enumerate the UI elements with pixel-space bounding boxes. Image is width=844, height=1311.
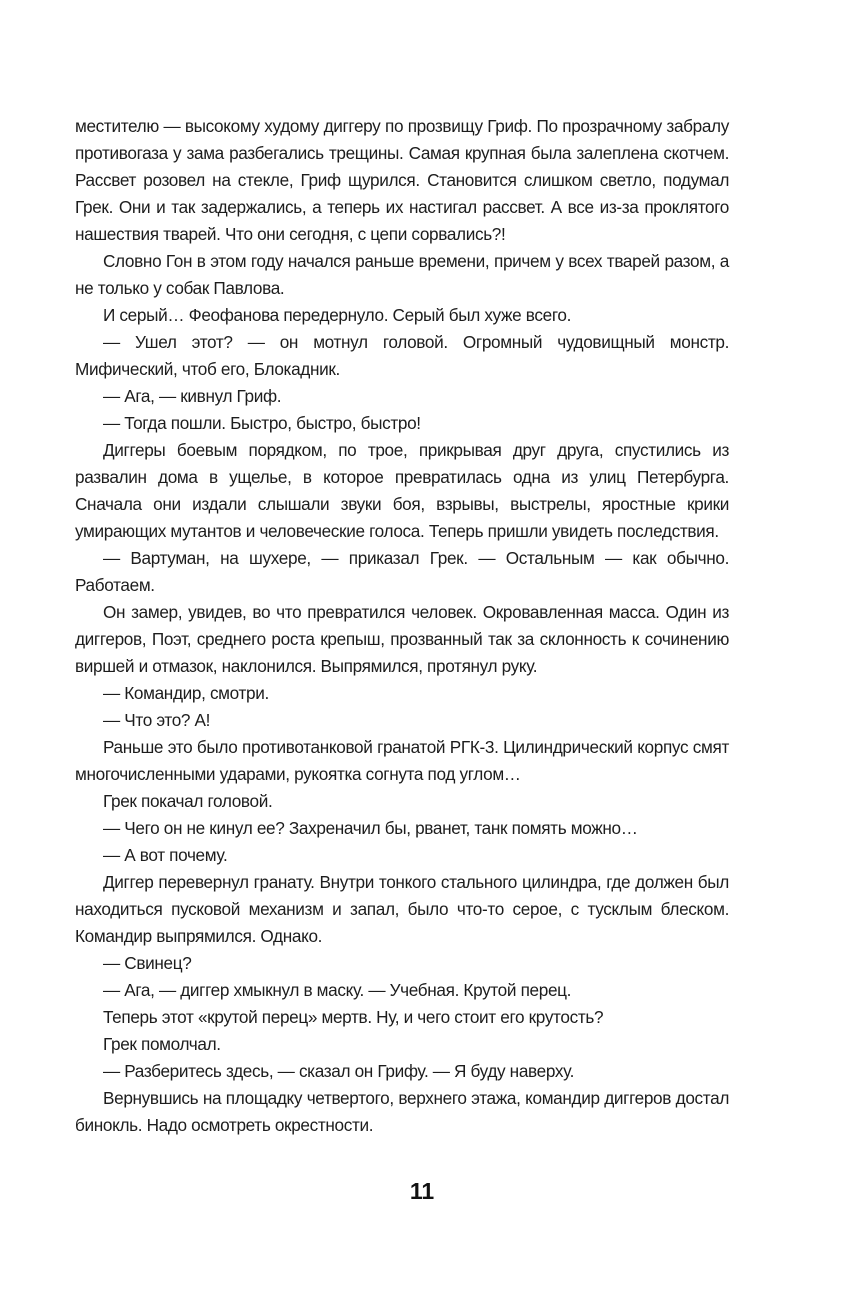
body-text: [75, 113, 729, 1139]
paragraph-4: — Ушел этот? — он мотнул головой. Огромный чудовищный монстр. Мифический, чтоб его, Блокадник.: [75, 332, 729, 379]
paragraph-21: — Разберитесь здесь, — сказал он Грифу. — Я буду наверху.: [103, 1061, 575, 1081]
paragraph-2: Словно Гон в этом году начался раньше времени, причем у всех тварей разом, а не только у собак Павлова.: [75, 251, 729, 298]
paragraph-9: Он замер, увидев, во что превратился человек. Окровавленная масса. Один из диггеров, Поэт, среднего роста крепыш, прозванный так за склонность к сочинению виршей и отмазок, наклонился. Выпрямился, протянул руку.: [75, 602, 729, 676]
paragraph-12: Раньше это было противотанковой гранатой РГК-3. Цилиндрический корпус смят многочисленными ударами, рукоятка согнута под углом…: [75, 737, 729, 784]
paragraph-19: Теперь этот «крутой перец» мертв. Ну, и чего стоит его крутость?: [103, 1007, 604, 1027]
paragraph-20: Грек помолчал.: [103, 1034, 221, 1054]
paragraph-17: — Свинец?: [103, 953, 192, 973]
paragraph-7: Диггеры боевым порядком, по трое, прикрывая друг друга, спустились из развалин дома в ущелье, в которое превратилась одна из улиц Петербурга. Сначала они издали слышали звуки боя, взрывы, выстрелы, яростные крики умирающих мутантов и человеческие голоса. Теперь пришли увидеть последствия.: [75, 440, 729, 541]
paragraph-6: — Тогда пошли. Быстро, быстро, быстро!: [103, 413, 421, 433]
paragraph-1: местителю — высокому худому диггеру по прозвищу Гриф. По прозрачному забралу противогаза у зама разбегались трещины. Самая крупная была залеплена скотчем. Рассвет розовел на стекле, Гриф щурился. Становится слишком светло, подумал Грек. Они и так задержались, а теперь их настигал рассвет. А все из-за проклятого нашествия тварей. Что они сегодня, с цепи сорвались?!: [75, 116, 729, 244]
paragraph-16: Диггер перевернул гранату. Внутри тонкого стального цилиндра, где должен был находиться пусковой механизм и запал, было что-то серое, с тусклым блеском. Командир выпрямился. Однако.: [75, 872, 729, 946]
paragraph-5: — Ага, — кивнул Гриф.: [103, 386, 282, 406]
paragraph-8: — Вартуман, на шухере, — приказал Грек. — Остальным — как обычно. Работаем.: [75, 548, 729, 595]
page-number: 11: [409, 1178, 435, 1204]
paragraph-13: Грек покачал головой.: [103, 791, 273, 811]
paragraph-15: — А вот почему.: [103, 845, 228, 865]
paragraph-18: — Ага, — диггер хмыкнул в маску. — Учебная. Крутой перец.: [103, 980, 572, 1000]
paragraph-11: — Что это? А!: [103, 710, 211, 730]
paragraph-14: — Чего он не кинул ее? Захреначил бы, рванет, танк помять можно…: [103, 818, 638, 838]
paragraph-10: — Командир, смотри.: [103, 683, 269, 703]
paragraph-3: И серый… Феофанова передернуло. Серый был хуже всего.: [103, 305, 571, 325]
paragraph-22: Вернувшись на площадку четвертого, верхнего этажа, командир диггеров достал бинокль. Надо осмотреть окрестности.: [75, 1088, 729, 1135]
